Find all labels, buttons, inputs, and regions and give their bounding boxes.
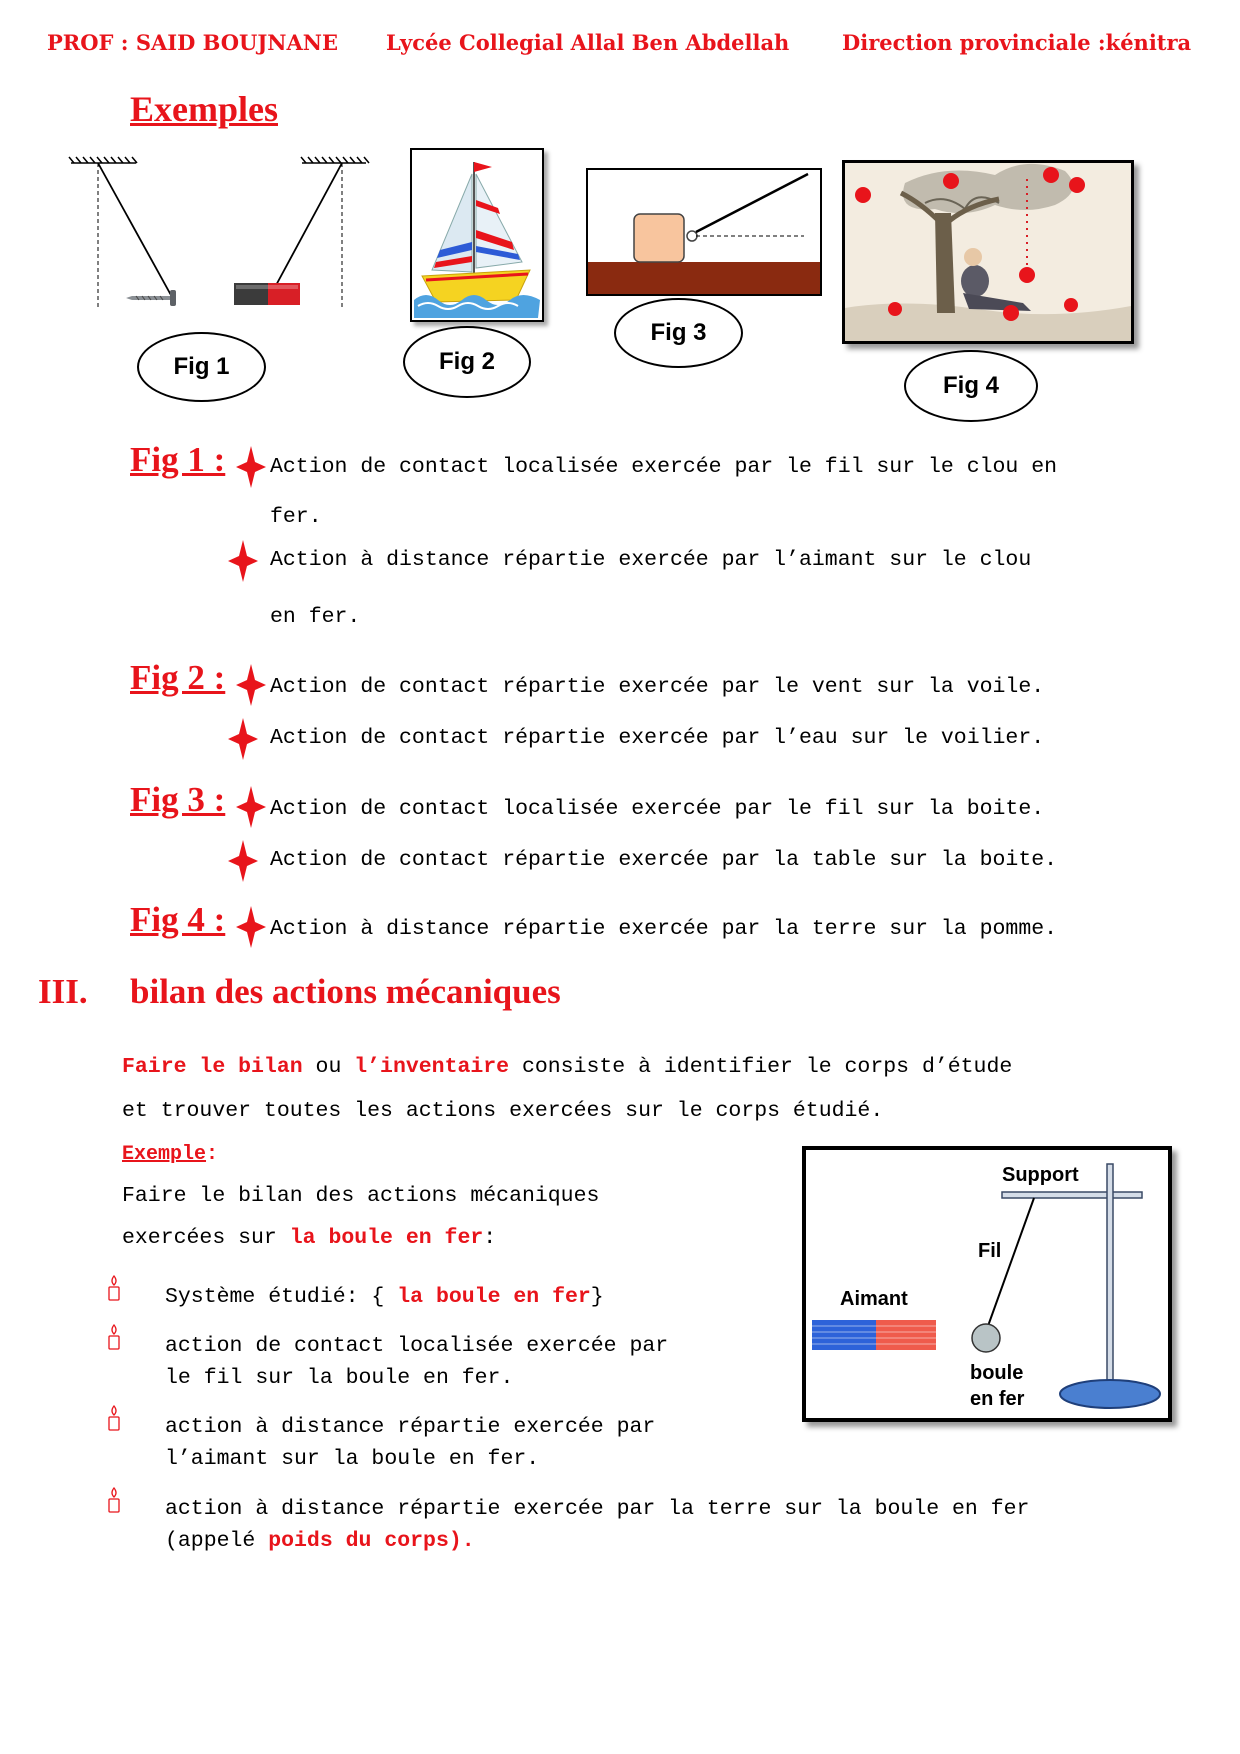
fig3-label: Fig 3	[614, 298, 743, 368]
examples-title: Exemples	[130, 89, 278, 129]
pendulum-diagram-frame	[802, 1146, 1172, 1422]
section-title: bilan des actions mécaniques	[130, 972, 561, 1011]
fig1-line1: Action de contact localisée exercée par le fil sur le clou en	[270, 455, 1058, 479]
task-line2-post: :	[483, 1226, 497, 1250]
bullet3-line1: action à distance répartie exercée par	[165, 1415, 656, 1439]
b1-red: la boule en fer	[397, 1285, 591, 1309]
candle-bullet-icon	[106, 1324, 122, 1350]
boule-label: boule	[970, 1362, 1024, 1384]
fig1-line2: Action à distance répartie exercée par l’aimant sur le clou	[270, 548, 1032, 572]
fig4-label: Fig 4	[904, 350, 1038, 422]
intro-red1: Faire le bilan	[122, 1055, 303, 1079]
b4-post: .	[461, 1529, 475, 1553]
b1-pre: Système étudié: {	[165, 1285, 398, 1309]
fig3-line2: Action de contact répartie exercée par la table sur la boite.	[270, 848, 1058, 872]
b4-pre: (appelé	[165, 1529, 269, 1553]
star-bullet-icon	[228, 540, 258, 582]
intro-red2: l’inventaire	[354, 1055, 510, 1079]
fig4-frame	[842, 160, 1134, 344]
task-line1: Faire le bilan des actions mécaniques	[122, 1184, 600, 1208]
star-bullet-icon	[236, 664, 266, 706]
fig4-line1: Action à distance répartie exercée par la terre sur la pomme.	[270, 917, 1058, 941]
candle-bullet-icon	[106, 1405, 122, 1431]
fig2-frame	[410, 148, 544, 322]
exemple-colon: :	[206, 1143, 219, 1166]
bullet3-line2: l’aimant sur la boule en fer.	[165, 1447, 540, 1471]
header-direction: Direction provinciale :kénitra	[842, 30, 1192, 55]
fig3-line1: Action de contact localisée exercée par le fil sur la boite.	[270, 797, 1045, 821]
fig2-desc-label: Fig 2 :	[130, 658, 226, 697]
fig2-label: Fig 2	[403, 326, 531, 398]
fig1-label: Fig 1	[137, 332, 266, 402]
header-school: Lycée Collegial Allal Ben Abdellah	[386, 30, 790, 55]
bullet1	[165, 1285, 604, 1309]
bullet2-line1: action de contact localisée exercée par	[165, 1334, 669, 1358]
box-on-table-illustration	[588, 170, 820, 294]
star-bullet-icon	[236, 446, 266, 488]
intro-line1	[122, 1055, 1012, 1079]
header-teacher: PROF : SAID BOUJNANE	[47, 30, 338, 55]
fig2-line2: Action de contact répartie exercée par l’eau sur le voilier.	[270, 726, 1045, 750]
sailboat-illustration	[412, 150, 542, 320]
intro-line2: et trouver toutes les actions exercées sur le corps étudié.	[122, 1099, 884, 1123]
fig1-desc-label: Fig 1 :	[130, 440, 226, 479]
star-bullet-icon	[236, 906, 266, 948]
fig2-line1: Action de contact répartie exercée par le vent sur la voile.	[270, 675, 1045, 699]
bullet2-line2: le fil sur la boule en fer.	[165, 1366, 514, 1390]
intro-mid1: ou	[302, 1055, 355, 1079]
candle-bullet-icon	[106, 1275, 122, 1301]
fig3-frame	[586, 168, 822, 296]
bullet4-line2	[165, 1529, 475, 1553]
fil-label: Fil	[978, 1240, 1002, 1262]
candle-bullet-icon	[106, 1487, 122, 1513]
b4-red: poids du corps)	[268, 1529, 462, 1553]
bullet4-line1: action à distance répartie exercée par la terre sur la boule en fer	[165, 1497, 1030, 1521]
intro-rest: consiste à identifier le corps d’étude	[509, 1055, 1013, 1079]
task-line2-pre: exercées sur	[122, 1226, 290, 1250]
fig1-line1b: fer.	[270, 505, 322, 529]
exemple-label: Exemple	[122, 1143, 207, 1166]
task-line2-red: la boule en fer	[289, 1226, 484, 1250]
apple-tree-illustration	[845, 163, 1131, 341]
section-number: III.	[38, 972, 88, 1011]
star-bullet-icon	[228, 718, 258, 760]
en-fer-label: en fer	[970, 1388, 1025, 1410]
exemple-heading	[122, 1143, 218, 1166]
aimant-label: Aimant	[840, 1288, 908, 1310]
task-line2	[122, 1226, 496, 1250]
b1-post: }	[590, 1285, 604, 1309]
star-bullet-icon	[228, 840, 258, 882]
support-label: Support	[1002, 1164, 1079, 1186]
fig1-illustration	[66, 155, 376, 315]
fig3-desc-label: Fig 3 :	[130, 780, 226, 819]
fig4-desc-label: Fig 4 :	[130, 900, 226, 939]
star-bullet-icon	[236, 786, 266, 828]
fig1-line2b: en fer.	[270, 605, 361, 629]
